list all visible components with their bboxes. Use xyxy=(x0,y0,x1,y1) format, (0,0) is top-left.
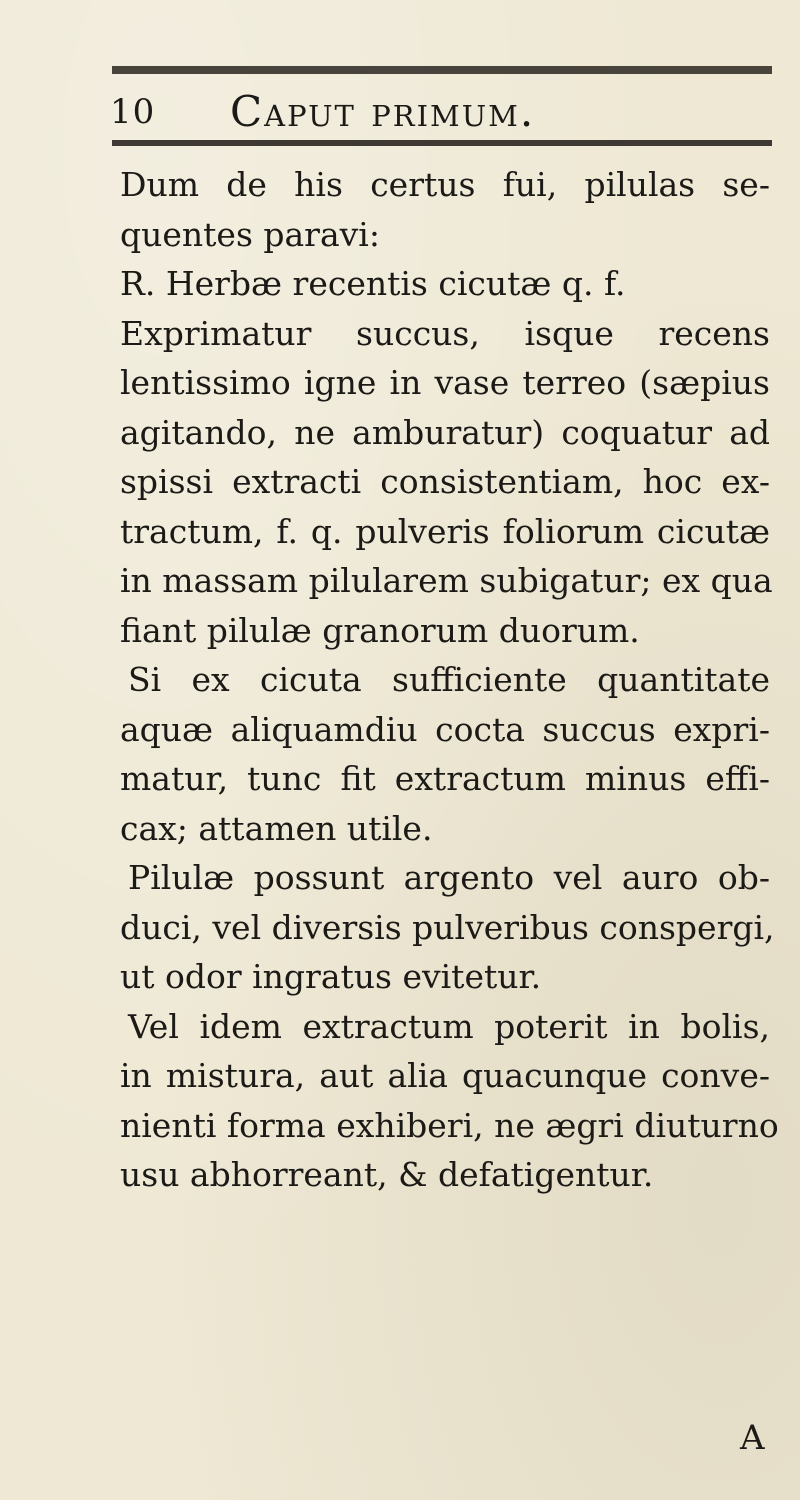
text-line: ut odor ingratus evitetur. xyxy=(120,957,542,996)
text-line: Pilulæ possunt argento vel auro ob- xyxy=(128,858,770,897)
text-line: lentissimo igne in vase terreo (sæpius xyxy=(120,363,770,402)
text-line: Dum de his certus fui, pilulas se- xyxy=(120,165,770,204)
text-line: usu abhorreant, & defatigentur. xyxy=(120,1155,654,1194)
text-line: in mistura, aut alia quacunque conve- xyxy=(120,1056,770,1095)
text-line: duci, vel diversis pulveribus conspergi, xyxy=(120,907,775,947)
text-line: agitando, ne amburatur) coquatur ad xyxy=(120,412,770,452)
header-rule-top xyxy=(112,66,772,74)
text-line: Si ex cicuta sufficiente quantitate xyxy=(128,660,770,699)
text-line: Exprimatur succus, isque recens xyxy=(120,313,770,353)
page-number: 10 xyxy=(110,92,156,132)
text-line: cax; attamen utile. xyxy=(120,808,433,848)
text-line: aquæ aliquamdiu cocta succus expri- xyxy=(120,709,770,749)
text-line: nienti forma exhiberi, ne ægri diuturno xyxy=(120,1105,779,1145)
text-line: in massam pilularem subigatur; ex qua xyxy=(120,561,773,600)
text-line: R. Herbæ recentis cicutæ q. f. xyxy=(120,264,626,303)
text-line: matur, tunc fit extractum minus effi- xyxy=(120,759,770,798)
body-text xyxy=(120,160,779,1200)
running-title: Caput primum. xyxy=(230,87,536,136)
text-line: Vel idem extractum poterit in bolis, xyxy=(128,1006,770,1046)
text-line: fiant pilulæ granorum duorum. xyxy=(120,610,640,650)
header-rule-bottom xyxy=(112,140,772,146)
catchword: A xyxy=(740,1418,765,1458)
text-line: spissi extracti consistentiam, hoc ex- xyxy=(120,462,770,501)
text-line: tractum, f. q. pulveris foliorum cicutæ xyxy=(120,511,770,551)
text-line: quentes paravi: xyxy=(120,214,380,254)
